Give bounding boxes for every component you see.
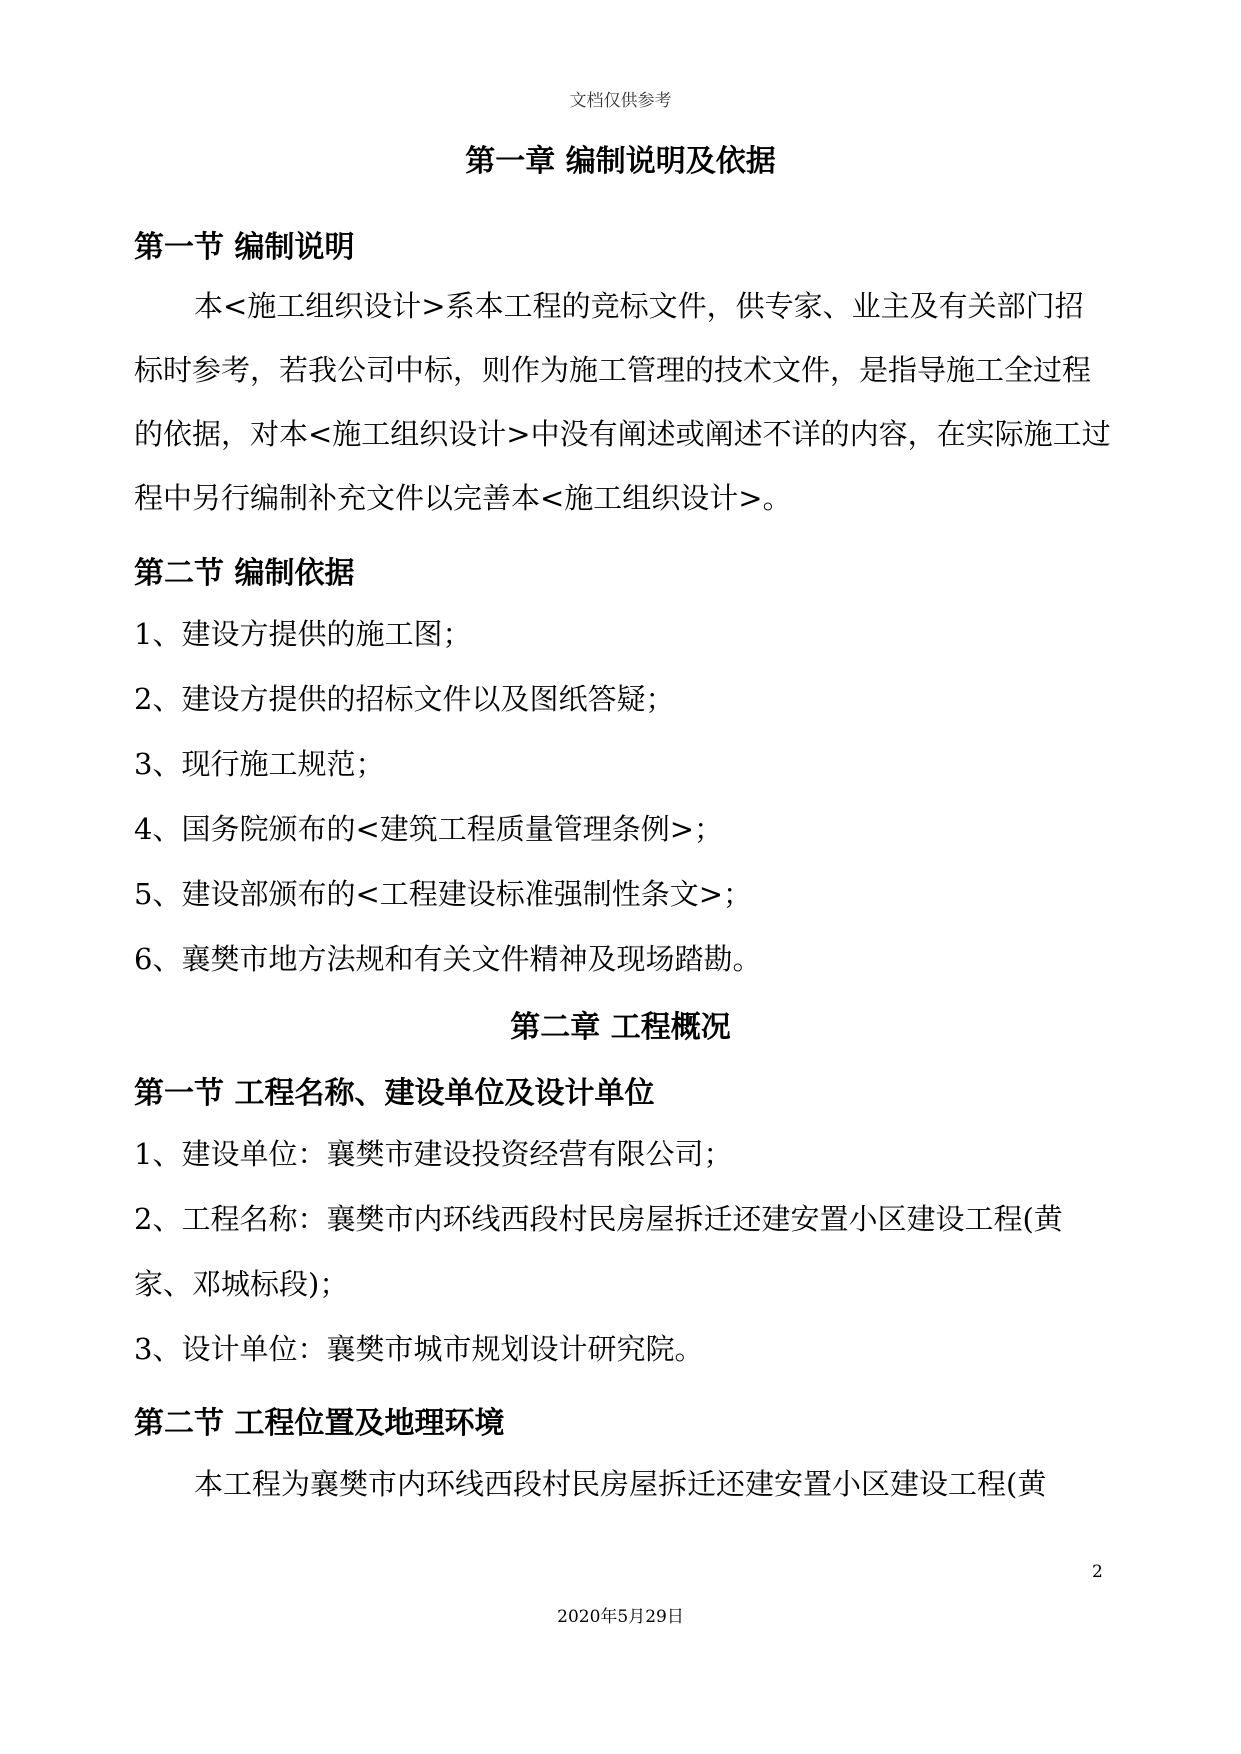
paragraph-line: 本<施工组织设计>系本工程的竞标文件，供专家、业主及有关部门招	[194, 289, 1084, 323]
list-item: 3、设计单位：襄樊市城市规划设计研究院。	[134, 1332, 704, 1366]
list-item: 6、襄樊市地方法规和有关文件精神及现场踏勘。	[134, 942, 762, 976]
list-item: 2、建设方提供的招标文件以及图纸答疑；	[134, 682, 675, 716]
paragraph-line: 的依据，对本<施工组织设计>中没有阐述或阐述不详的内容，在实际施工过	[134, 417, 1111, 451]
list-item: 1、建设方提供的施工图；	[134, 617, 472, 651]
paragraph-line: 程中另行编制补充文件以完善本<施工组织设计>。	[134, 481, 792, 515]
list-item: 4、国务院颁布的<建筑工程质量管理条例>；	[134, 812, 724, 846]
paragraph-line: 本工程为襄樊市内环线西段村民房屋拆迁还建安置小区建设工程(黄	[194, 1467, 1047, 1501]
paragraph-line: 标时参考，若我公司中标，则作为施工管理的技术文件，是指导施工全过程	[134, 353, 1092, 387]
list-item: 2、工程名称：襄樊市内环线西段村民房屋拆迁还建安置小区建设工程(黄	[134, 1202, 1063, 1236]
list-item: 家、邓城标段)；	[134, 1267, 349, 1301]
list-item: 3、现行施工规范；	[134, 747, 385, 781]
page-number: 2	[1092, 1562, 1103, 1582]
chapter-1-title: 第一章 编制说明及依据	[465, 144, 776, 179]
chapter-2-section-1-title: 第一节 工程名称、建设单位及设计单位	[134, 1076, 655, 1111]
list-item: 1、建设单位：襄樊市建设投资经营有限公司；	[134, 1137, 733, 1171]
page-header: 文档仅供参考	[569, 91, 672, 111]
chapter-1-section-1-title: 第一节 编制说明	[134, 230, 355, 265]
footer-date: 2020年5月29日	[557, 1607, 684, 1627]
chapter-2-title: 第二章 工程概况	[510, 1010, 731, 1045]
list-item: 5、建设部颁布的<工程建设标准强制性条文>；	[134, 877, 753, 911]
chapter-1-section-2-title: 第二节 编制依据	[134, 556, 355, 591]
chapter-2-section-2-title: 第二节 工程位置及地理环境	[134, 1406, 505, 1441]
